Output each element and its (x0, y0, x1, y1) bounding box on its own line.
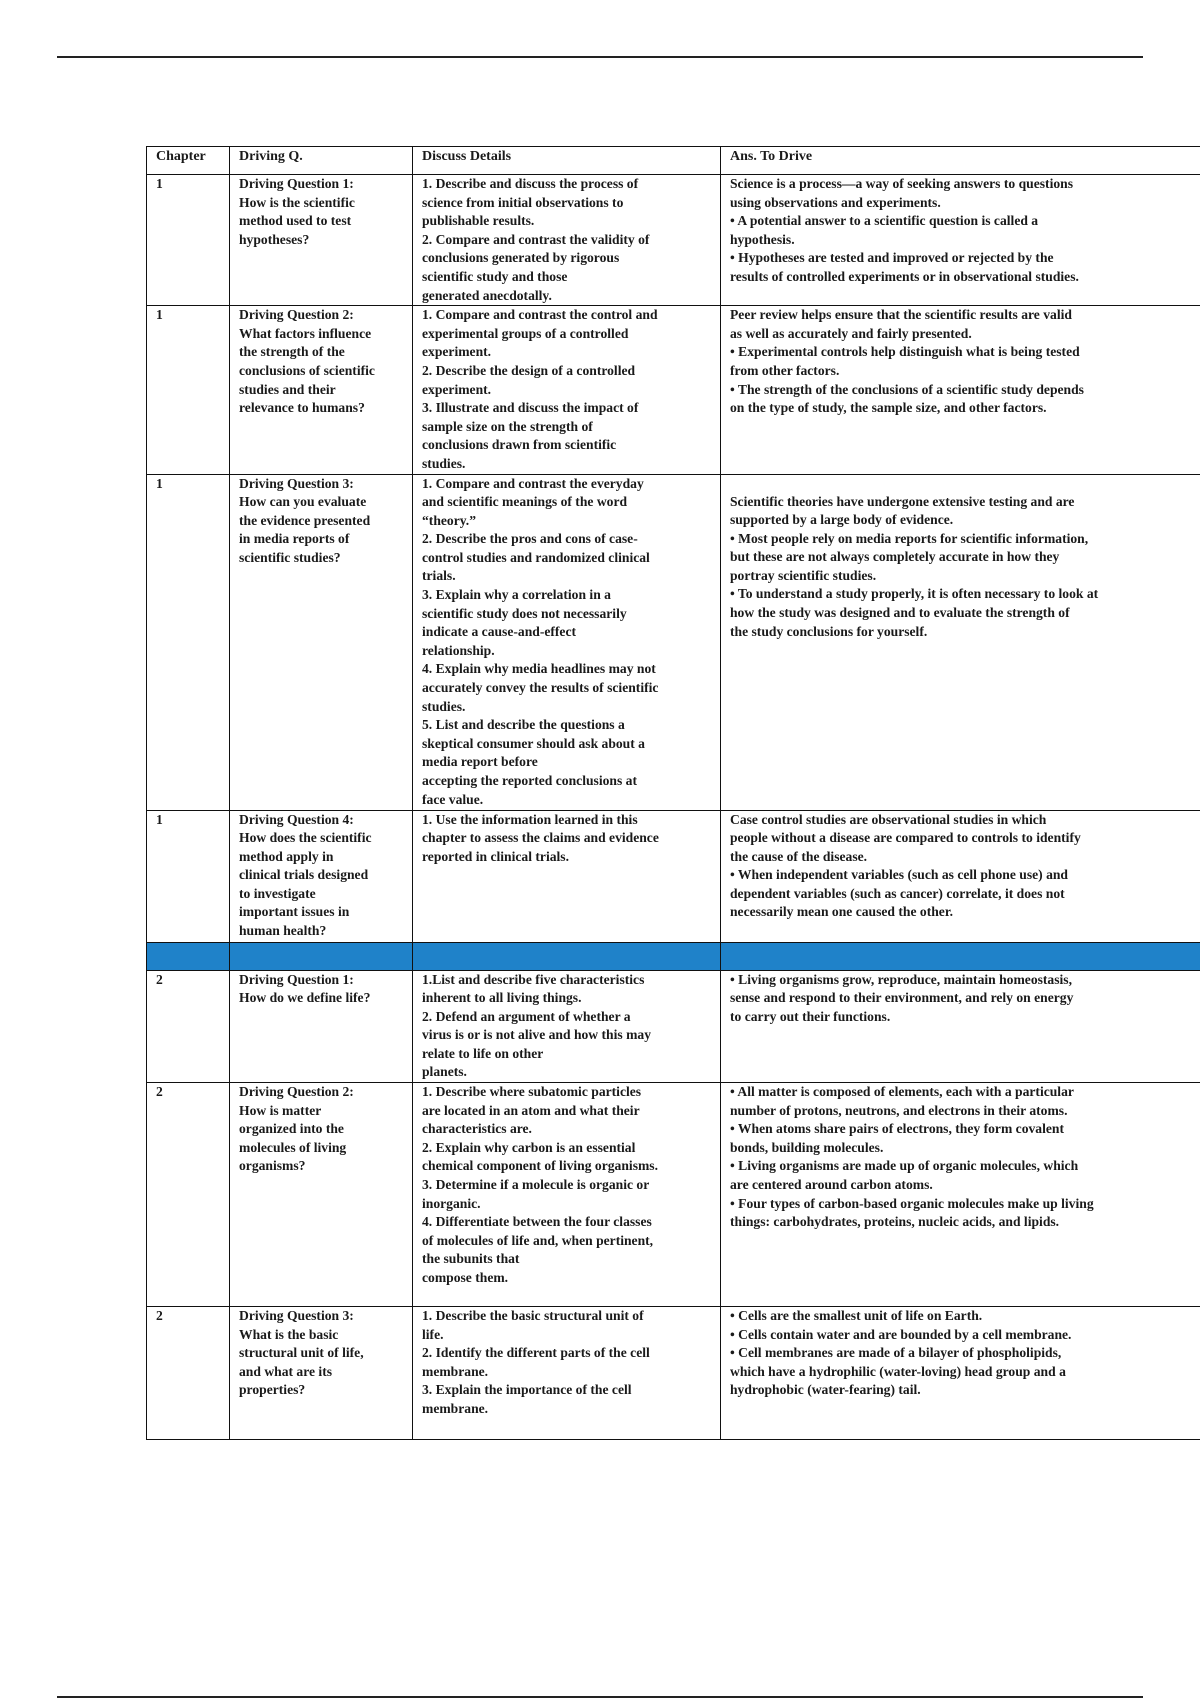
text-line: studies and their (239, 381, 336, 397)
table-header-row (147, 147, 1200, 175)
text-line: • Most people rely on media reports for scientific information, (730, 530, 1089, 546)
text-line: method used to test (239, 213, 352, 229)
text-line: supported by a large body of evidence. (730, 512, 954, 528)
text-line: 1.List and describe five characteristics (422, 971, 645, 987)
header-answer: Ans. To Drive (721, 147, 1200, 175)
text-line: 4. Explain why media headlines may not (422, 661, 656, 677)
text-line: indicate a cause-and-effect (422, 624, 577, 640)
text-line: relationship. (422, 642, 495, 658)
text-line: relevance to humans? (239, 400, 365, 416)
text-line: compose them. (422, 1270, 509, 1285)
text-line: in media reports of (239, 531, 350, 547)
text-line: • When atoms share pairs of electrons, they form covalent (730, 1121, 1064, 1137)
text-line: chapter to assess the claims and evidence (422, 830, 659, 846)
discuss-details-cell (413, 1307, 721, 1440)
answer-cell (721, 970, 1200, 1083)
separator-cell (147, 942, 230, 970)
text-line: scientific study and those (422, 268, 568, 284)
discuss-details-cell (413, 175, 721, 306)
chapter-cell: 1 (147, 306, 230, 474)
text-line: scientific study does not necessarily (422, 605, 627, 621)
text-line: results of controlled experiments or in observational studies. (730, 268, 1079, 284)
text-line: necessarily mean one caused the other. (730, 904, 954, 920)
text-line: sample size on the strength of (422, 418, 593, 434)
text-line: accurately convey the results of scientific (422, 680, 659, 696)
text-line: hypothesis. (730, 231, 795, 247)
text-line: human health? (239, 923, 327, 939)
text-line: • Cells are the smallest unit of life on Earth. (730, 1308, 983, 1324)
text-line: the cause of the disease. (730, 848, 868, 864)
table-row (147, 175, 1200, 306)
text-line: hypotheses? (239, 231, 310, 247)
text-line: Driving Question 2: (239, 307, 354, 323)
text-line: • Cell membranes are made of a bilayer of phospholipids, (730, 1345, 1062, 1361)
text-line: face value. (422, 791, 484, 807)
text-line: method apply in (239, 848, 334, 864)
text-line: conclusions generated by rigorous (422, 250, 620, 266)
driving-question-cell (230, 474, 413, 810)
text-line: to investigate (239, 885, 316, 901)
text-line: organisms? (239, 1158, 306, 1174)
driving-question-cell (230, 970, 413, 1083)
answer-cell (721, 474, 1200, 810)
answer-cell (721, 1307, 1200, 1440)
text-line: organized into the (239, 1121, 344, 1137)
text-line: publishable results. (422, 213, 535, 229)
text-line: “theory.” (422, 512, 476, 528)
text-line: are located in an atom and what their (422, 1102, 640, 1118)
text-line: Driving Question 1: (239, 176, 354, 191)
text-line: inorganic. (422, 1195, 481, 1211)
text-line: Scientific theories have undergone extensive testing and are (730, 493, 1075, 509)
text-line: reported in clinical trials. (422, 848, 569, 864)
table-row (147, 1083, 1200, 1307)
text-line: molecules of living (239, 1139, 347, 1155)
chapter-separator-row (147, 942, 1200, 970)
text-line: • To understand a study properly, it is often necessary to look at (730, 586, 1099, 602)
text-line: structural unit of life, (239, 1345, 364, 1361)
text-line: 3. Illustrate and discuss the impact of (422, 400, 639, 416)
text-line: from other factors. (730, 362, 840, 378)
chapter-cell: 2 (147, 1083, 230, 1307)
text-line: how the study was designed and to evaluate the strength of (730, 605, 1070, 621)
text-line: experiment. (422, 344, 492, 360)
text-line: studies. (422, 698, 466, 714)
text-line: 2. Compare and contrast the validity of (422, 231, 650, 247)
text-line: properties? (239, 1382, 306, 1398)
text-line: 2. Explain why carbon is an essential (422, 1139, 636, 1155)
text-line: portray scientific studies. (730, 567, 877, 583)
text-line: 4. Differentiate between the four classes (422, 1214, 652, 1230)
text-line: the strength of the (239, 344, 345, 360)
text-line: How is the scientific (239, 194, 355, 210)
text-line: Science is a process—a way of seeking answers to questions (730, 176, 1073, 191)
driving-question-cell (230, 306, 413, 474)
driving-question-cell (230, 1307, 413, 1440)
text-line: Driving Question 4: (239, 811, 354, 827)
text-line: important issues in (239, 904, 350, 920)
table-row (147, 1307, 1200, 1440)
text-line: • Living organisms grow, reproduce, maintain homeostasis, (730, 971, 1072, 987)
text-line: control studies and randomized clinical (422, 549, 650, 565)
text-line: and scientific meanings of the word (422, 494, 628, 510)
answer-cell (721, 1083, 1200, 1307)
text-line: 3. Determine if a molecule is organic or (422, 1177, 650, 1193)
text-line: clinical trials designed (239, 867, 369, 883)
chapter-cell: 2 (147, 970, 230, 1083)
text-line: virus is or is not alive and how this may (422, 1027, 651, 1043)
text-line: What is the basic (239, 1326, 339, 1342)
text-line: • All matter is composed of elements, each with a particular (730, 1084, 1074, 1100)
discuss-details-cell (413, 1083, 721, 1307)
text-line: • Four types of carbon-based organic molecules make up living (730, 1195, 1094, 1211)
text-line: 5. List and describe the questions a (422, 717, 625, 733)
text-line: media report before (422, 754, 538, 770)
text-line: planets. (422, 1064, 467, 1080)
text-line: scientific studies? (239, 549, 341, 565)
text-line: which have a hydrophilic (water-loving) head group and a (730, 1363, 1066, 1379)
separator-cell (721, 942, 1200, 970)
text-line: • Hypotheses are tested and improved or rejected by the (730, 250, 1054, 266)
text-line: 2. Defend an argument of whether a (422, 1008, 631, 1024)
answer-cell (721, 175, 1200, 306)
driving-questions-table (146, 146, 1200, 1440)
chapter-cell: 1 (147, 474, 230, 810)
discuss-details-cell (413, 810, 721, 942)
text-line: using observations and experiments. (730, 194, 941, 210)
text-line: 1. Compare and contrast the everyday (422, 475, 644, 491)
text-line: and what are its (239, 1363, 333, 1379)
text-line: things: carbohydrates, proteins, nucleic acids, and lipids. (730, 1214, 1060, 1230)
text-line: 1. Describe and discuss the process of (422, 176, 639, 191)
table-body (147, 175, 1200, 1440)
text-line: chemical component of living organisms. (422, 1158, 658, 1174)
text-line: inherent to all living things. (422, 990, 582, 1006)
chapter-cell: 1 (147, 175, 230, 306)
text-line: What factors influence (239, 325, 372, 341)
text-line: generated anecdotally. (422, 287, 552, 303)
text-line: sense and respond to their environment, and rely on energy (730, 990, 1074, 1006)
text-line: studies. (422, 455, 466, 471)
answer-cell (721, 306, 1200, 474)
header-driving-question: Driving Q. (230, 147, 413, 175)
separator-cell (230, 942, 413, 970)
text-line: How does the scientific (239, 830, 372, 846)
text-line: 3. Explain the importance of the cell (422, 1382, 632, 1398)
discuss-details-cell (413, 970, 721, 1083)
header-chapter: Chapter (147, 147, 230, 175)
text-line: relate to life on other (422, 1045, 544, 1061)
text-line: 2. Describe the pros and cons of case- (422, 531, 638, 547)
text-line: 1. Describe the basic structural unit of (422, 1308, 644, 1324)
text-line: Driving Question 3: (239, 475, 354, 491)
text-line: to carry out their functions. (730, 1008, 891, 1024)
text-line: the evidence presented (239, 512, 371, 528)
text-line: on the type of study, the sample size, and other factors. (730, 400, 1047, 416)
chapter-cell: 1 (147, 810, 230, 942)
text-line: accepting the reported conclusions at (422, 773, 637, 788)
table-row (147, 970, 1200, 1083)
text-line: as well as accurately and fairly presented. (730, 325, 972, 341)
discuss-details-cell (413, 306, 721, 474)
text-line: • When independent variables (such as cell phone use) and (730, 867, 1068, 883)
text-line: conclusions of scientific (239, 362, 375, 378)
text-line: people without a disease are compared to controls to identify (730, 830, 1081, 846)
answer-cell (721, 810, 1200, 942)
chapter-cell: 2 (147, 1307, 230, 1440)
separator-cell (413, 942, 721, 970)
text-line: • Living organisms are made up of organic molecules, which (730, 1158, 1079, 1174)
text-line: membrane. (422, 1401, 489, 1417)
text-line: • Cells contain water and are bounded by a cell membrane. (730, 1326, 1072, 1342)
text-line: conclusions drawn from scientific (422, 437, 617, 453)
table-row (147, 306, 1200, 474)
text-line: the study conclusions for yourself. (730, 623, 928, 639)
driving-question-cell (230, 175, 413, 306)
text-line: number of protons, neutrons, and electrons in their atoms. (730, 1102, 1068, 1118)
text-line: membrane. (422, 1363, 489, 1379)
text-line: of molecules of life and, when pertinent, (422, 1232, 654, 1248)
text-line: • Experimental controls help distinguish what is being tested (730, 344, 1080, 360)
text-line: Driving Question 1: (239, 971, 354, 987)
text-line: characteristics are. (422, 1121, 532, 1137)
driving-question-cell (230, 810, 413, 942)
text-line: • The strength of the conclusions of a scientific study depends (730, 381, 1084, 397)
text-line: bonds, building molecules. (730, 1139, 884, 1155)
text-line: dependent variables (such as cancer) correlate, it does not (730, 885, 1065, 901)
text-line: 1. Use the information learned in this (422, 811, 638, 827)
text-line: 1. Compare and contrast the control and (422, 307, 658, 323)
text-line: Driving Question 3: (239, 1308, 354, 1324)
table-row (147, 474, 1200, 810)
footer-rule (57, 1696, 1143, 1698)
text-line: Peer review helps ensure that the scientific results are valid (730, 307, 1072, 323)
table-row (147, 810, 1200, 942)
driving-question-cell (230, 1083, 413, 1307)
header-discuss-details: Discuss Details (413, 147, 721, 175)
text-line: How do we define life? (239, 990, 371, 1006)
text-line: 2. Describe the design of a controlled (422, 362, 636, 378)
text-line: experiment. (422, 381, 492, 397)
discuss-details-cell (413, 474, 721, 810)
text-line: experimental groups of a controlled (422, 325, 629, 341)
text-line: science from initial observations to (422, 194, 624, 210)
text-line: are centered around carbon atoms. (730, 1177, 933, 1193)
header-rule (57, 56, 1143, 58)
text-line: Driving Question 2: (239, 1084, 354, 1100)
text-line: life. (422, 1326, 444, 1342)
text-line: How can you evaluate (239, 494, 367, 510)
text-line: skeptical consumer should ask about a (422, 735, 645, 751)
text-line: • A potential answer to a scientific question is called a (730, 213, 1039, 229)
text-line: trials. (422, 568, 456, 584)
text-line: hydrophobic (water-fearing) tail. (730, 1382, 921, 1398)
text-line: 1. Describe where subatomic particles (422, 1084, 642, 1100)
text-line: 3. Explain why a correlation in a (422, 587, 611, 603)
text-line: How is matter (239, 1102, 322, 1118)
text-line: Case control studies are observational studies in which (730, 811, 1047, 827)
text-line: the subunits that (422, 1251, 520, 1267)
text-line: 2. Identify the different parts of the cell (422, 1345, 650, 1361)
text-line: but these are not always completely accurate in how they (730, 549, 1060, 565)
